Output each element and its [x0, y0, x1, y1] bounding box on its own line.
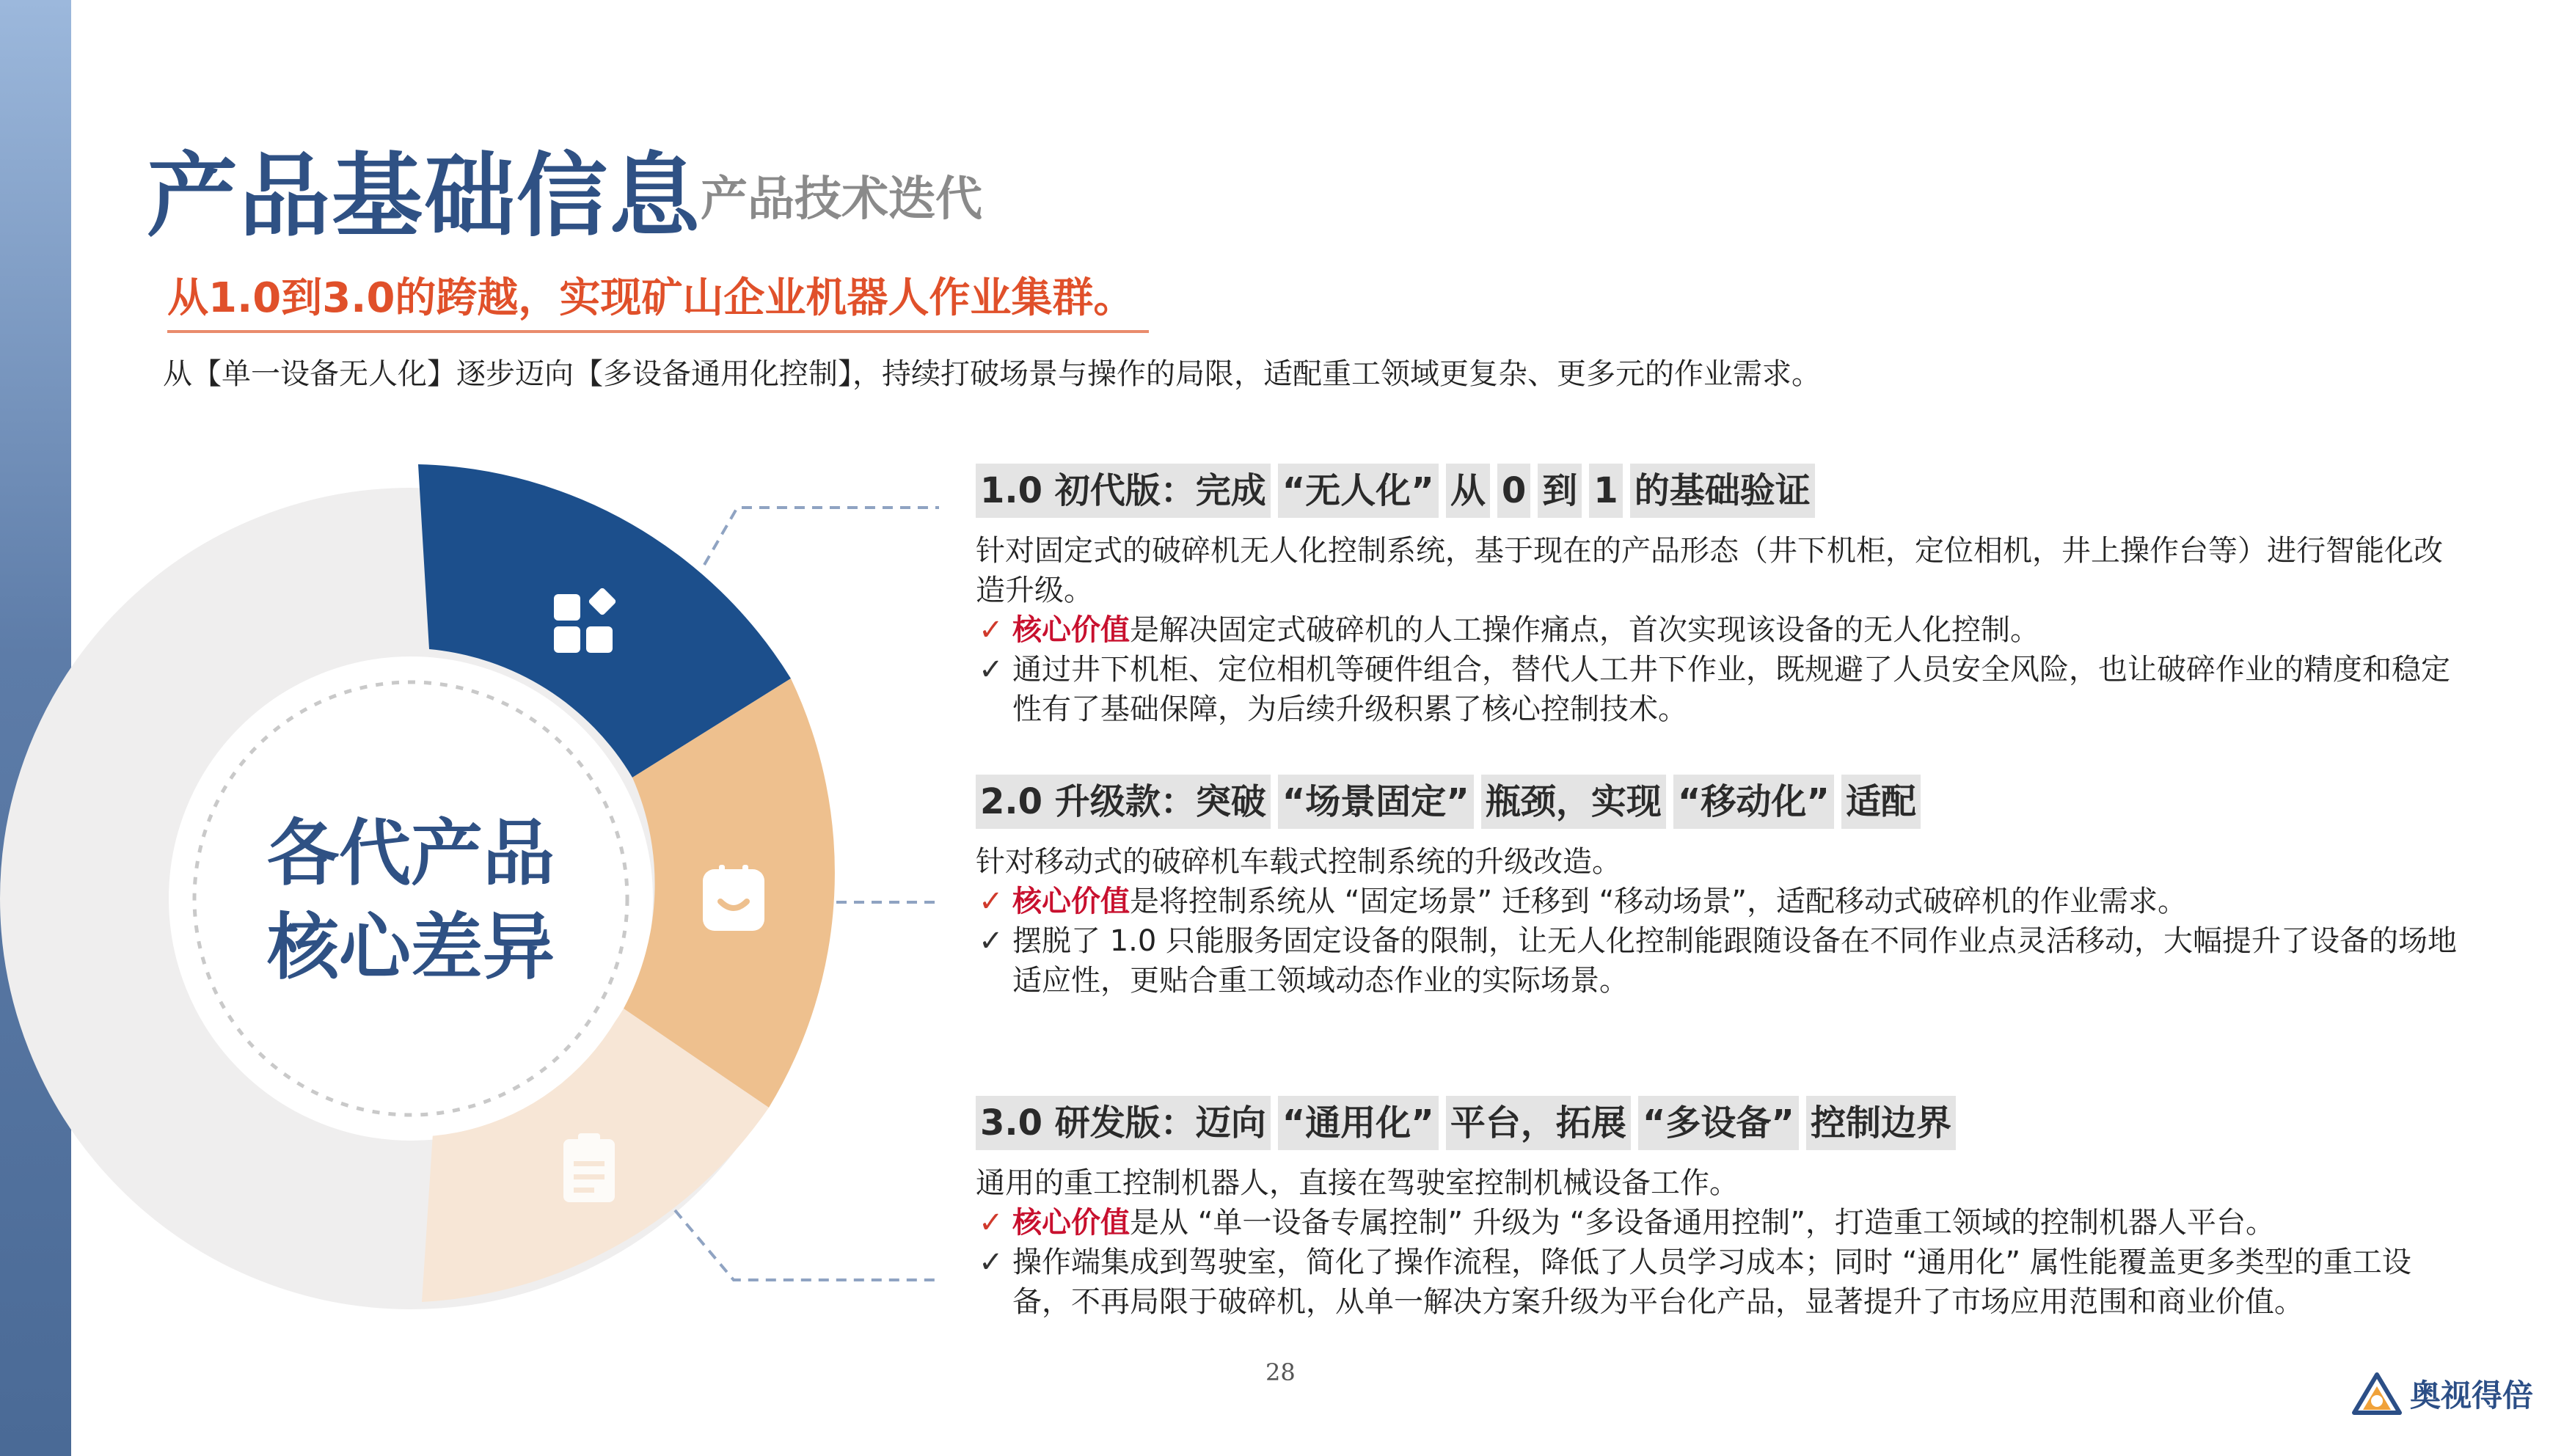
core-value-keyword: 核心价值	[1012, 1206, 1130, 1240]
core-value-keyword: 核心价值	[1012, 885, 1130, 918]
logo-mark-icon	[2351, 1372, 2403, 1416]
heading-part: 平台，拓展	[1446, 1096, 1631, 1150]
bullet-list	[976, 610, 2465, 729]
bullet-text: 摆脱了 1.0 只能服务固定设备的限制，让无人化控制能跟随设备在不同作业点灵活移动，大幅提升了设备的场地适应性，更贴合重工领域动态作业的实际场景。	[1012, 924, 2458, 998]
bullet-text: 是将控制系统从 “固定场景” 迁移到 “移动场景”，适配移动式破碎机的作业需求。	[1130, 885, 2188, 918]
section-description: 通用的重工控制机器人，直接在驾驶室控制机械设备工作。	[976, 1166, 1739, 1200]
core-value-keyword: 核心价值	[1012, 613, 1130, 647]
page-number: 28	[1265, 1358, 1296, 1386]
heading-part: “无人化”	[1278, 464, 1439, 518]
heading-part: “移动化”	[1673, 775, 1834, 829]
bullet-item	[976, 921, 2465, 1000]
check-icon: ✓	[979, 885, 1004, 918]
bullet-item	[976, 610, 2465, 650]
tablet-icon	[703, 865, 764, 931]
heading-part: 1.0 初代版：完成	[976, 464, 1271, 518]
section-gen-1	[976, 461, 2465, 729]
heading-part: 瓶颈，实现	[1481, 775, 1666, 829]
bullet-item	[976, 882, 2465, 921]
section-description: 针对固定式的破碎机无人化控制系统，基于现在的产品形态（井下机柜，定位相机，井上操作台等）进行智能化改造升级。	[976, 534, 2443, 607]
page-title: 产品基础信息	[147, 144, 702, 249]
bullet-list	[976, 1203, 2465, 1322]
center-line-2: 核心差异	[266, 906, 555, 989]
heading-part: 1	[1589, 464, 1622, 518]
tagline: 从1.0到3.0的跨越，实现矿山企业机器人作业集群。	[167, 266, 1149, 333]
page-subtitle: 产品技术迭代	[701, 172, 982, 227]
bullet-text: 是解决固定式破碎机的人工操作痛点，首次实现该设备的无人化控制。	[1130, 613, 2039, 647]
check-icon: ✓	[979, 1206, 1004, 1240]
heading-part: 3.0 研发版：迈向	[976, 1096, 1271, 1150]
heading-part: 到	[1538, 464, 1582, 518]
heading-part: “多设备”	[1638, 1096, 1799, 1150]
intro-text: 从【单一设备无人化】逐步迈向【多设备通用化控制】，持续打破场景与操作的局限，适配重工领域更复杂、更多元的作业需求。	[163, 357, 1821, 391]
center-line-1: 各代产品	[266, 812, 555, 896]
section-description: 针对移动式的破碎机车载式控制系统的升级改造。	[976, 845, 1621, 879]
heading-part: 2.0 升级款：突破	[976, 775, 1271, 829]
heading-part: 从	[1446, 464, 1490, 518]
bullet-text: 是从 “单一设备专属控制” 升级为 “多设备通用控制”，打造重工领域的控制机器人平台。	[1130, 1206, 2276, 1240]
bullet-item	[976, 1243, 2465, 1322]
heading-part: “场景固定”	[1278, 775, 1474, 829]
section-gen-2	[976, 772, 2465, 1000]
check-icon: ✓	[979, 653, 1004, 687]
bullet-list	[976, 882, 2465, 1000]
heading-part: 控制边界	[1806, 1096, 1956, 1150]
heading-part: 0	[1497, 464, 1530, 518]
check-icon: ✓	[979, 924, 1004, 958]
heading-part: “通用化”	[1278, 1096, 1439, 1150]
bullet-item	[976, 650, 2465, 729]
heading-part: 适配	[1841, 775, 1921, 829]
bullet-text: 通过井下机柜、定位相机等硬件组合，替代人工井下作业，既规避了人员安全风险，也让破碎作业的精度和稳定性有了基础保障，为后续升级积累了核心控制技术。	[1012, 653, 2450, 726]
bullet-item	[976, 1203, 2465, 1243]
section-heading	[976, 1093, 2465, 1153]
bullet-text: 操作端集成到驾驶室，简化了操作流程，降低了人员学习成本；同时 “通用化” 属性能覆盖更多类型的重工设备，不再局限于破碎机，从单一解决方案升级为平台化产品，显著提升了市场应用范围和商业价值。	[1012, 1245, 2411, 1319]
heading-part: 的基础验证	[1630, 464, 1815, 518]
diagram-center-label	[205, 807, 616, 995]
clipboard-icon	[563, 1133, 615, 1202]
company-logo	[2351, 1372, 2533, 1416]
section-gen-3	[976, 1093, 2465, 1322]
section-heading	[976, 461, 2465, 521]
section-heading	[976, 772, 2465, 832]
check-icon: ✓	[979, 613, 1004, 647]
logo-text: 奥视得倍	[2410, 1378, 2534, 1413]
check-icon: ✓	[979, 1245, 1004, 1279]
